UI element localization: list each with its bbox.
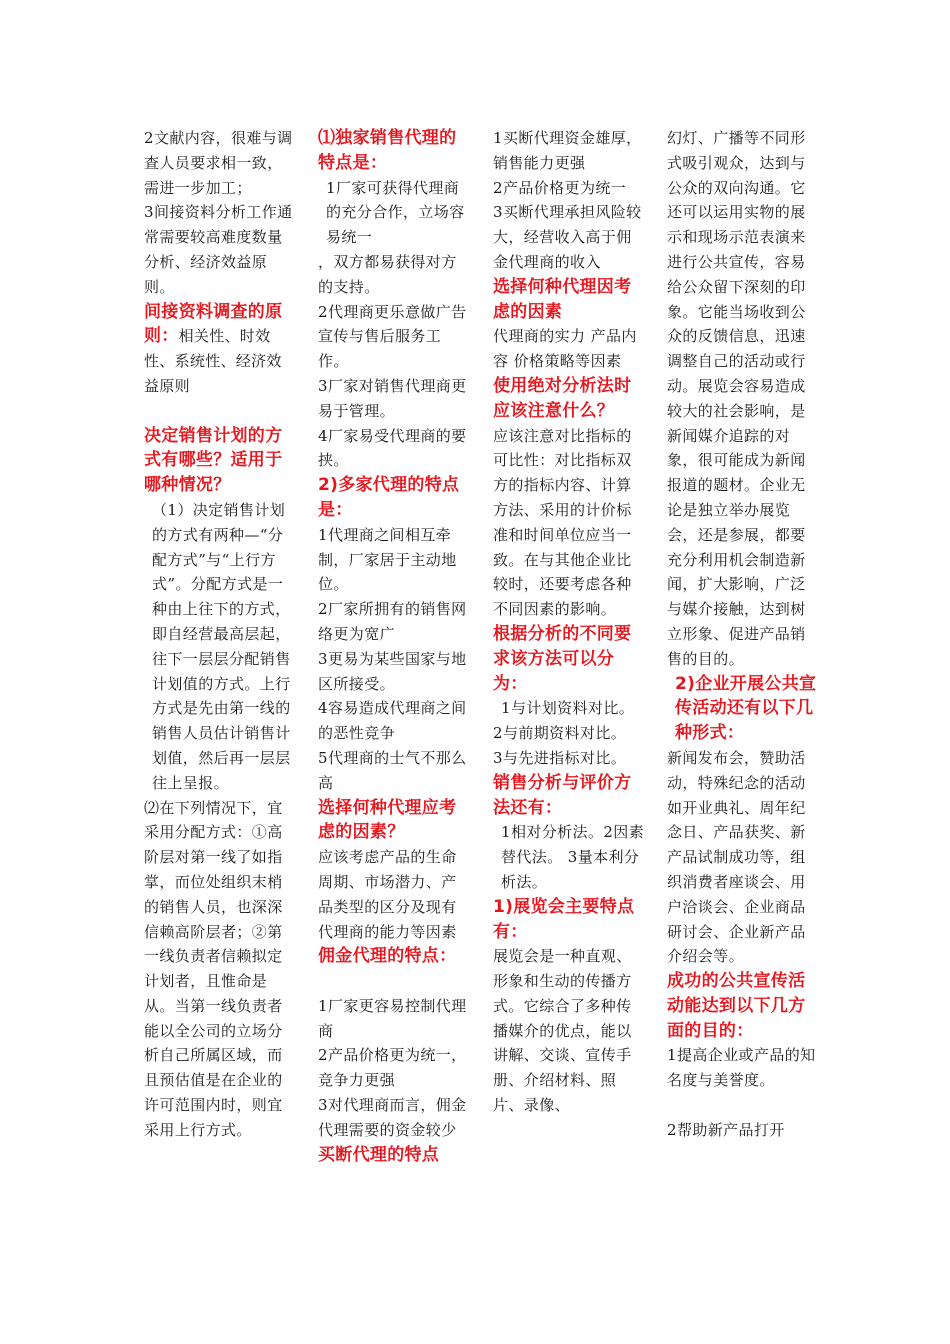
section-heading: 1)展览会主要特点有： [493,896,635,942]
section-heading: 佣金代理的特点： [318,946,457,967]
blank-line [667,1093,819,1118]
paragraph: 1代理商之间相互牵制，厂家居于主动地位。 [318,525,457,594]
section-heading: 选择何种代理应考虑的因素？ [318,797,457,843]
paragraph: 2代理商更乐意做广告宣传与售后服务工作。 [318,302,467,371]
section-heading: 买断代理的特点 [318,1144,440,1165]
blank-line [318,969,470,994]
paragraph: 4厂家易受代理商的要挟。 [318,426,467,470]
section-heading: 使用绝对分析法时应该注意什么？ [493,375,632,421]
text-column-2 [318,126,470,1167]
paragraph: 应该注意对比指标的可比性：对比指标双方的指标内容、计算方法、采用的计价标准和时间单位应当一致。在与其他企业比较时，还要考虑各种不同因素的影响。 [493,426,632,619]
paragraph: 3间接资料分析工作通常需要较高难度数量分析、经济效益原则。 [144,203,293,296]
section-heading: ⑴独家销售代理的特点是： [318,128,457,173]
section-heading [144,300,296,399]
blank-line [144,399,296,424]
paragraph: 应该考虑产品的生命周期、市场潜力、产品类型的区分及现有代理商的能力等因素 [318,848,457,941]
paragraph: 2帮助新产品打开 [667,1120,785,1139]
paragraph: 2产品价格更为统一 [493,178,627,197]
paragraph: ，双方都易获得对方的支持。 [318,252,457,296]
paragraph: 3厂家对销售代理商更易于管理。 [318,376,467,420]
paragraph: 3与先进指标对比。 [493,748,627,767]
paragraph: ⑵在下列情况下，宜采用分配方式：①高阶层对第一线了如指掌，而位处组织末梢的销售人员，也深深信赖高阶层者；②第一线负责者信赖拟定计划者，且惟命是从。当第一线负责者能以全公司的立场分析自己所属区域，而且预估值是在企业的许可范围内时，则宜采用上行方式。 [144,798,283,1139]
text-column-1 [144,126,296,1143]
paragraph: 1买断代理资金雄厚，销售能力更强 [493,129,642,172]
paragraph: 3更易为某些国家与地区所接受。 [318,649,467,693]
section-heading: 选择何种代理因考虑的因素 [493,276,632,322]
paragraph: 代理商的实力 产品内容 价格策略等因素 [493,327,637,371]
section-heading: 2)多家代理的特点是： [318,475,460,520]
paragraph: 1提高企业或产品的知名度与美誉度。 [667,1046,816,1090]
paragraph: 3对代理商而言，佣金代理需要的资金较少 [318,1096,467,1139]
paragraph: 5代理商的士气不那么高 [318,748,467,792]
paragraph: 1相对分析法。2因素替代法。 3量本利分析法。 [501,823,645,891]
section-heading: 2)企业开展公共宣传活动还有以下几种形式： [675,673,817,744]
paragraph: 2厂家所拥有的销售网络更为宽广 [318,600,467,643]
section-heading: 销售分析与评价方法还有： [493,772,632,818]
text-column-3 [493,126,645,1118]
paragraph: 3买断代理承担风险较大，经营收入高于佣金代理商的收入 [493,203,642,271]
paragraph: 2文献内容，很难与调查人员要求相一致，需进一步加工； [144,129,293,197]
section-heading: 决定销售计划的方式有哪些？适用于哪种情况？ [144,425,283,496]
paragraph: 1厂家更容易控制代理商 [318,996,467,1040]
heading-body-text: 相关性、时效性、系统性、经济效益原则 [144,327,282,395]
paragraph: 展览会是一种直观、形象和生动的传播方式。它综合了多种传播媒介的优点，能以讲解、交谈、宣传手册、介绍材料、照片、录像、 [493,947,632,1115]
heading-text: 间接资料调查的原则： [144,301,283,347]
paragraph: 幻灯、广播等不同形式吸引观众，达到与公众的双向沟通。它还可以运用实物的展示和现场示范表演来进行公共宣传，容易给公众留下深刻的印象。它能当场收到公众的反馈信息，迅速调整自己的活动或行动。展览会容易造成较大的社会影响，是新闻媒介追踪的对象，很可能成为新闻报道的题材。企业无论是独立举办展览会，还是参展，都要充分利用机会制造新闻，扩大影响，广泛与媒介接触，达到树立形象、促进产品销售的目的。 [667,129,806,668]
paragraph: 2与前期资料对比。 [493,724,627,743]
paragraph: 2产品价格更为统一，竞争力更强 [318,1046,467,1090]
paragraph: 1厂家可获得代理商的充分合作，立场容易统一 [326,178,465,247]
text-column-4 [667,126,819,1143]
section-heading: 成功的公共宣传活动能达到以下几方面的目的： [667,971,806,1041]
paragraph: 新闻发布会，赞助活动，特殊纪念的活动如开业典礼、周年纪念日、产品获奖、新产品试制成功等，组织消费者座谈会、用户洽谈会、企业商品研讨会、企业新产品介绍会等。 [667,748,806,966]
paragraph: 1与计划资料对比。 [501,699,635,718]
paragraph: （1）决定销售计划的方式有两种—“分配方式”与“上行方式”。分配方式是一种由上往下的方式，即自经营最高层起，往下一层层分配销售计划值的方式。上行方式是先由第一线的销售人员估计销售计划值，然后再一层层往上呈报。 [152,500,291,792]
section-heading: 根据分析的不同要求该方法可以分为： [493,623,632,694]
paragraph: 4容易造成代理商之间的恶性竞争 [318,699,467,743]
